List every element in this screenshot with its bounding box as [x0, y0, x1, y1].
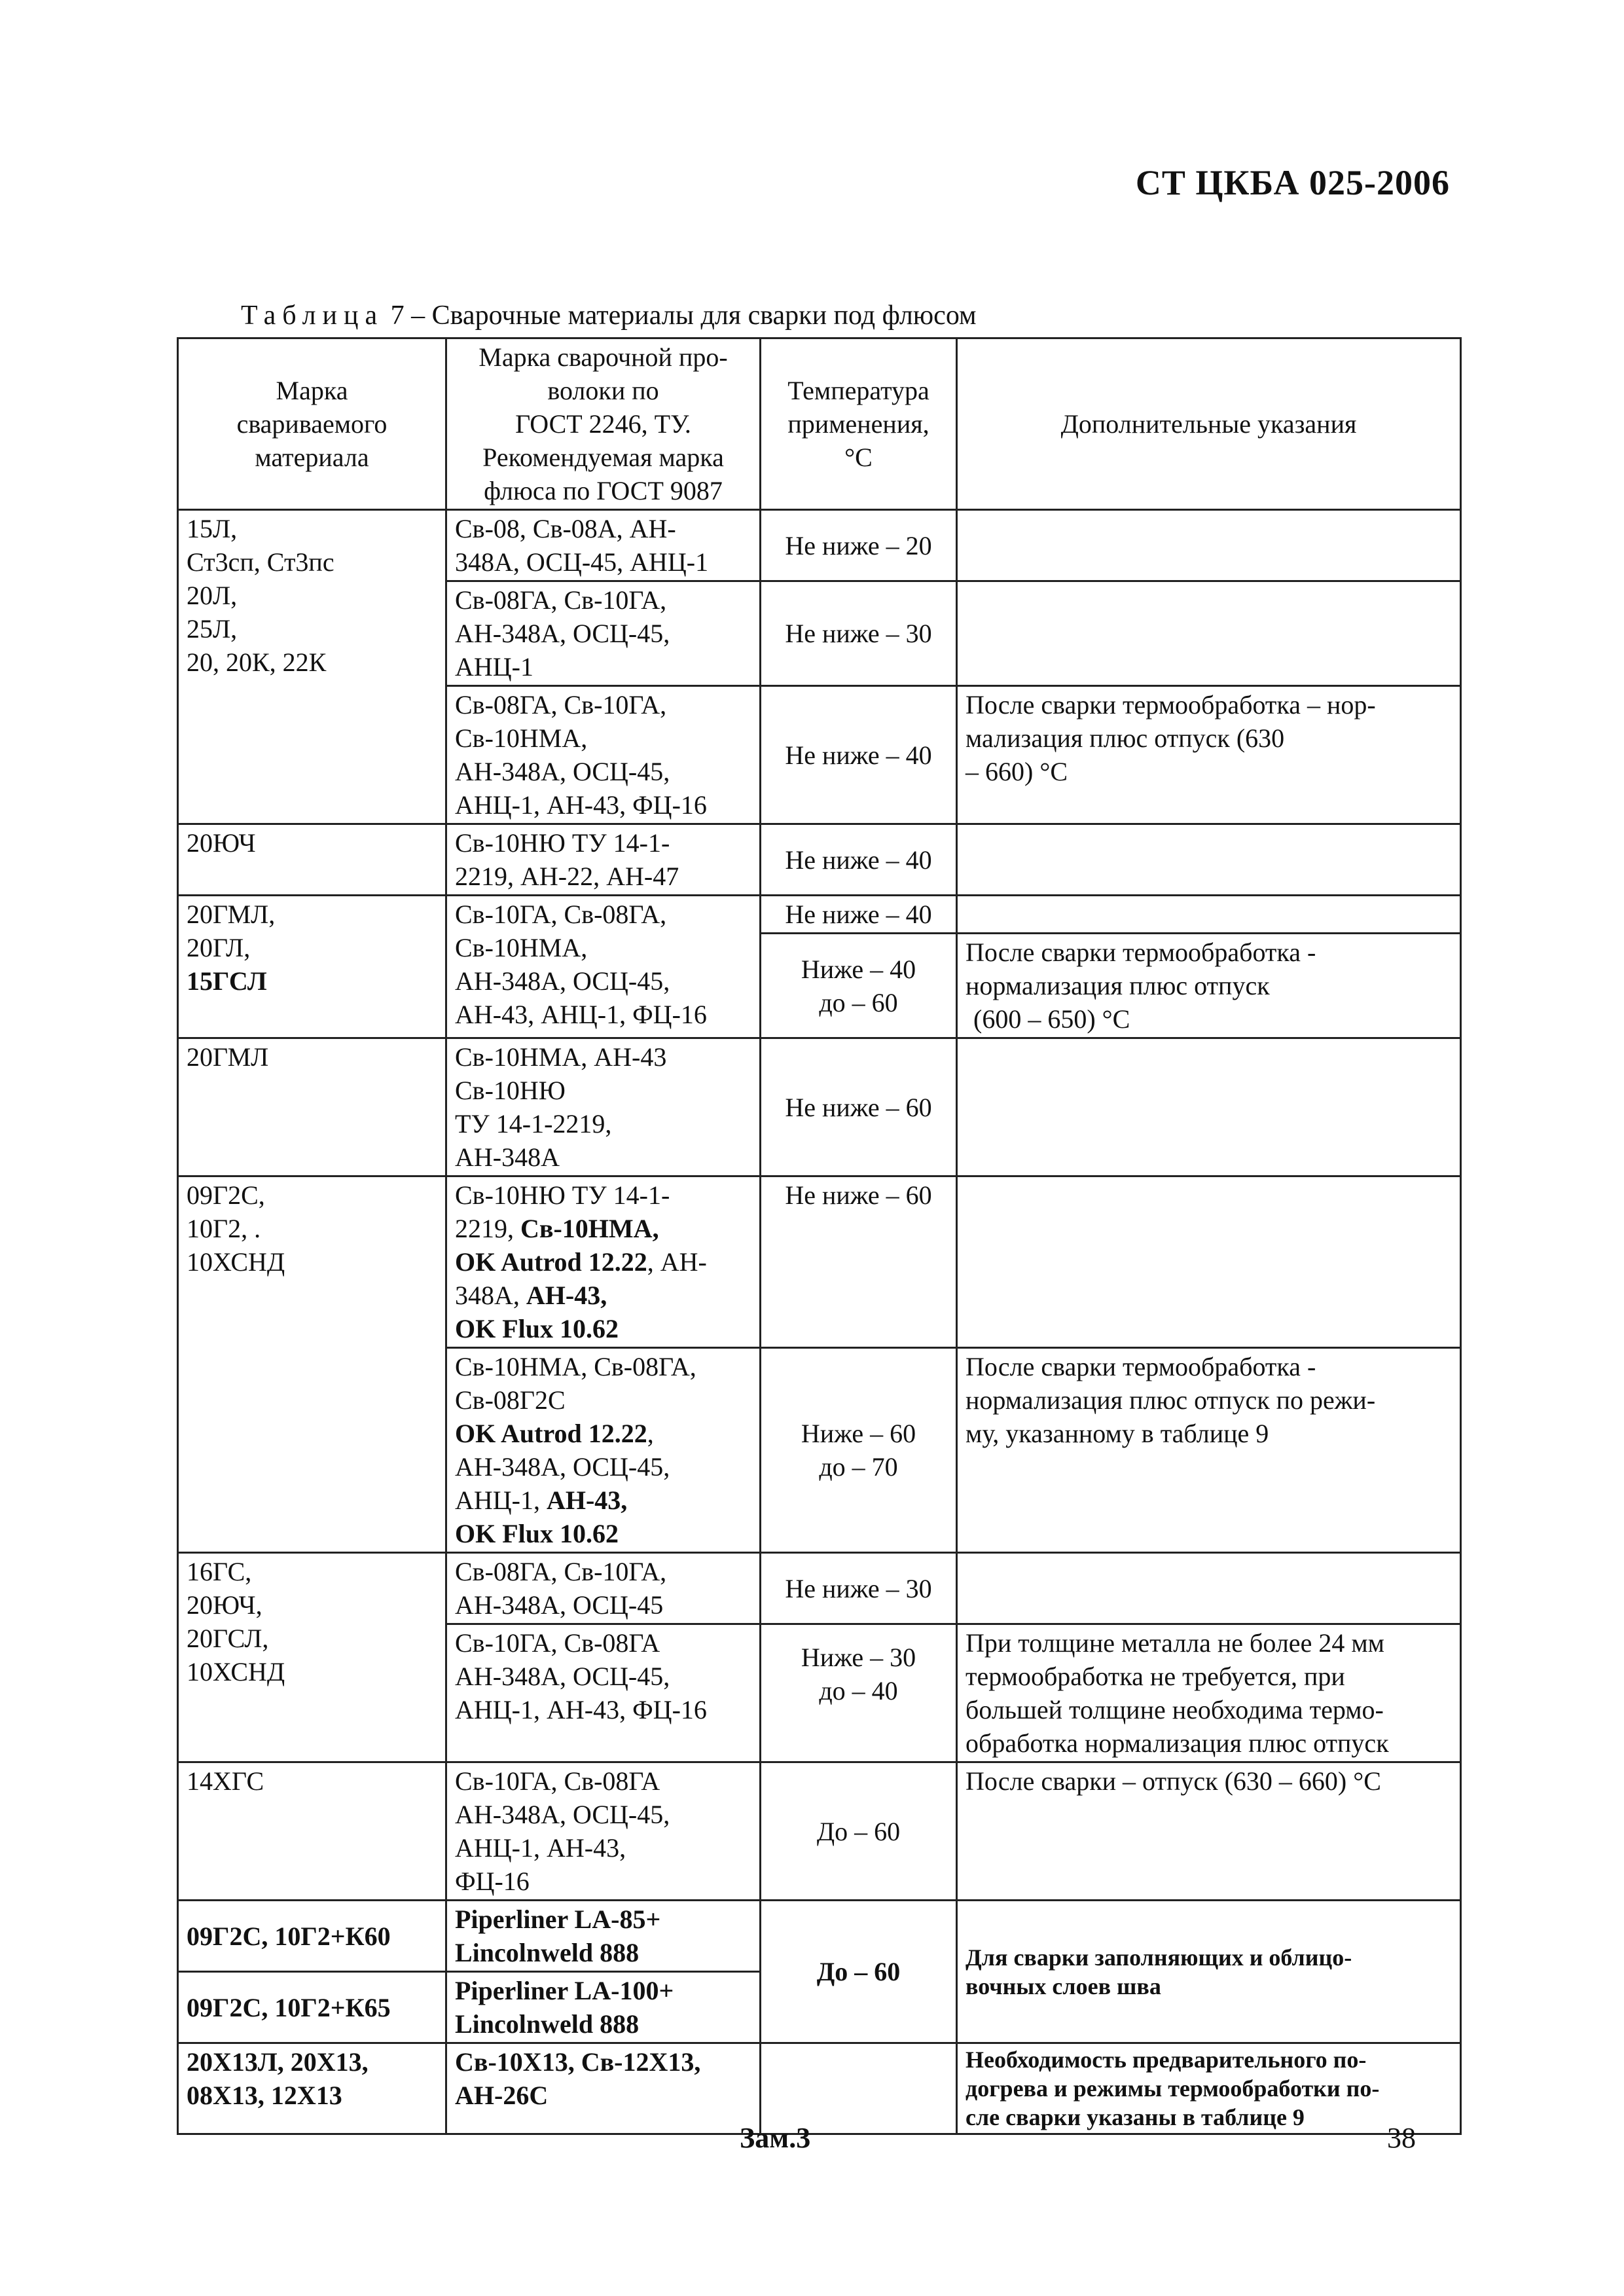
header-notes: Дополнительные указания — [957, 338, 1461, 510]
welding-materials-table — [177, 337, 1462, 2135]
header-material: Марка свариваемого материала — [178, 338, 446, 510]
wire-cell: Св-10Х13, Св-12Х13, АН-26С — [446, 2043, 761, 2134]
table-row — [178, 1553, 1461, 1624]
notes-cell: После сварки термообработка – нор- мализация плюс отпуск (630 – 660) °С — [957, 686, 1461, 824]
wire-cell: Св-10НМА, Св-08ГА, Св-08Г2С OK Autrod 12.22, АН-348А, ОСЦ-45, АНЦ-1, АН-43, OK Flux 10.62 — [446, 1348, 761, 1553]
wire-cell: Piperliner LA-100+ Lincolnweld 888 — [446, 1972, 761, 2043]
notes-cell: После сварки термообработка - нормализация плюс отпуск по режи- му, указанному в таблице 9 — [957, 1348, 1461, 1553]
table-caption — [241, 300, 977, 331]
caption-label: Таблица — [241, 301, 384, 331]
temperature-cell — [761, 2043, 957, 2134]
temperature-cell: Не ниже – 60 — [761, 1038, 957, 1176]
header-wire: Марка сварочной про- волоки по ГОСТ 2246, ТУ. Рекомендуемая марка флюса по ГОСТ 9087 — [446, 338, 761, 510]
change-number: Зам.3 — [740, 2122, 811, 2154]
table-row — [178, 1176, 1461, 1348]
temperature-cell: Не ниже – 40 — [761, 824, 957, 896]
table-row — [178, 1762, 1461, 1901]
table-row — [178, 896, 1461, 934]
table-row — [178, 510, 1461, 581]
notes-cell: Для сварки заполняющих и облицо- вочных слоев шва — [957, 1901, 1461, 2043]
notes-cell — [957, 1553, 1461, 1624]
page-number: 38 — [1387, 2122, 1416, 2154]
material-cell: 14ХГС — [178, 1762, 446, 1901]
temperature-cell: Не ниже – 20 — [761, 510, 957, 581]
temperature-cell: Ниже – 30 до – 40 — [761, 1624, 957, 1762]
notes-cell — [957, 824, 1461, 896]
wire-cell: Св-10ГА, Св-08ГА АН-348А, ОСЦ-45, АНЦ-1, АН-43, ФЦ-16 — [446, 1762, 761, 1901]
header-temperature: Температура применения, °С — [761, 338, 957, 510]
notes-cell: После сварки термообработка - нормализация плюс отпуск (600 – 650) °С — [957, 934, 1461, 1038]
wire-cell: Piperliner LA-85+ Lincolnweld 888 — [446, 1901, 761, 1972]
wire-cell: Св-08, Св-08А, АН- 348А, ОСЦ-45, АНЦ-1 — [446, 510, 761, 581]
table-header-row — [178, 338, 1461, 510]
material-cell: 09Г2С, 10Г2+К65 — [178, 1972, 446, 2043]
material-cell: 16ГС, 20ЮЧ, 20ГСЛ, 10ХСНД — [178, 1553, 446, 1762]
wire-cell: Св-10ГА, Св-08ГА, Св-10НМА, АН-348А, ОСЦ-45, АН-43, АНЦ-1, ФЦ-16 — [446, 896, 761, 1038]
caption-title: – Сварочные материалы для сварки под флюсом — [411, 301, 977, 331]
table-row — [178, 824, 1461, 896]
temperature-cell: Не ниже – 60 — [761, 1176, 957, 1348]
table-row — [178, 1901, 1461, 1972]
notes-cell: При толщине металла не более 24 мм термообработка не требуется, при большей толщине необходима термо- обработка нормализация плюс отпуск — [957, 1624, 1461, 1762]
wire-cell: Св-10НЮ ТУ 14-1- 2219, Св-10НМА, OK Autrod 12.22, АН- 348А, АН-43, OK Flux 10.62 — [446, 1176, 761, 1348]
wire-cell: Св-08ГА, Св-10ГА, Св-10НМА, АН-348А, ОСЦ-45, АНЦ-1, АН-43, ФЦ-16 — [446, 686, 761, 824]
notes-cell: Необходимость предварительного по- догрева и режимы термообработки по- сле сварки указаны в таблице 9 — [957, 2043, 1461, 2134]
wire-cell: Св-08ГА, Св-10ГА, АН-348А, ОСЦ-45 — [446, 1553, 761, 1624]
wire-cell: Св-10НЮ ТУ 14-1- 2219, АН-22, АН-47 — [446, 824, 761, 896]
temperature-cell: До – 60 — [761, 1762, 957, 1901]
material-cell: 20ЮЧ — [178, 824, 446, 896]
temperature-cell: До – 60 — [761, 1901, 957, 2043]
temperature-cell: Не ниже – 30 — [761, 1553, 957, 1624]
material-cell: 09Г2С, 10Г2+К60 — [178, 1901, 446, 1972]
wire-cell: Св-10НМА, АН-43 Св-10НЮ ТУ 14-1-2219, АН-348А — [446, 1038, 761, 1176]
notes-cell — [957, 1038, 1461, 1176]
notes-cell — [957, 510, 1461, 581]
caption-number: 7 — [390, 301, 405, 331]
notes-cell: После сварки – отпуск (630 – 660) °С — [957, 1762, 1461, 1901]
notes-cell — [957, 896, 1461, 934]
temperature-cell: Ниже – 60 до – 70 — [761, 1348, 957, 1553]
wire-cell: Св-08ГА, Св-10ГА, АН-348А, ОСЦ-45, АНЦ-1 — [446, 581, 761, 686]
temperature-cell: Не ниже – 30 — [761, 581, 957, 686]
material-cell: 20Х13Л, 20Х13, 08Х13, 12Х13 — [178, 2043, 446, 2134]
notes-cell — [957, 581, 1461, 686]
notes-cell — [957, 1176, 1461, 1348]
material-cell: 20ГМЛ — [178, 1038, 446, 1176]
table-row — [178, 1038, 1461, 1176]
temperature-cell: Ниже – 40 до – 60 — [761, 934, 957, 1038]
table-row — [178, 2043, 1461, 2134]
material-cell: 09Г2С, 10Г2, . 10ХСНД — [178, 1176, 446, 1553]
material-cell: 20ГМЛ, 20ГЛ, 15ГСЛ — [178, 896, 446, 1038]
temperature-cell: Не ниже – 40 — [761, 896, 957, 934]
temperature-cell: Не ниже – 40 — [761, 686, 957, 824]
document-code: СТ ЦКБА 025-2006 — [1135, 163, 1450, 202]
material-cell: 15Л, Ст3сп, Ст3пс 20Л, 25Л, 20, 20К, 22К — [178, 510, 446, 824]
wire-cell: Св-10ГА, Св-08ГА АН-348А, ОСЦ-45, АНЦ-1, АН-43, ФЦ-16 — [446, 1624, 761, 1762]
